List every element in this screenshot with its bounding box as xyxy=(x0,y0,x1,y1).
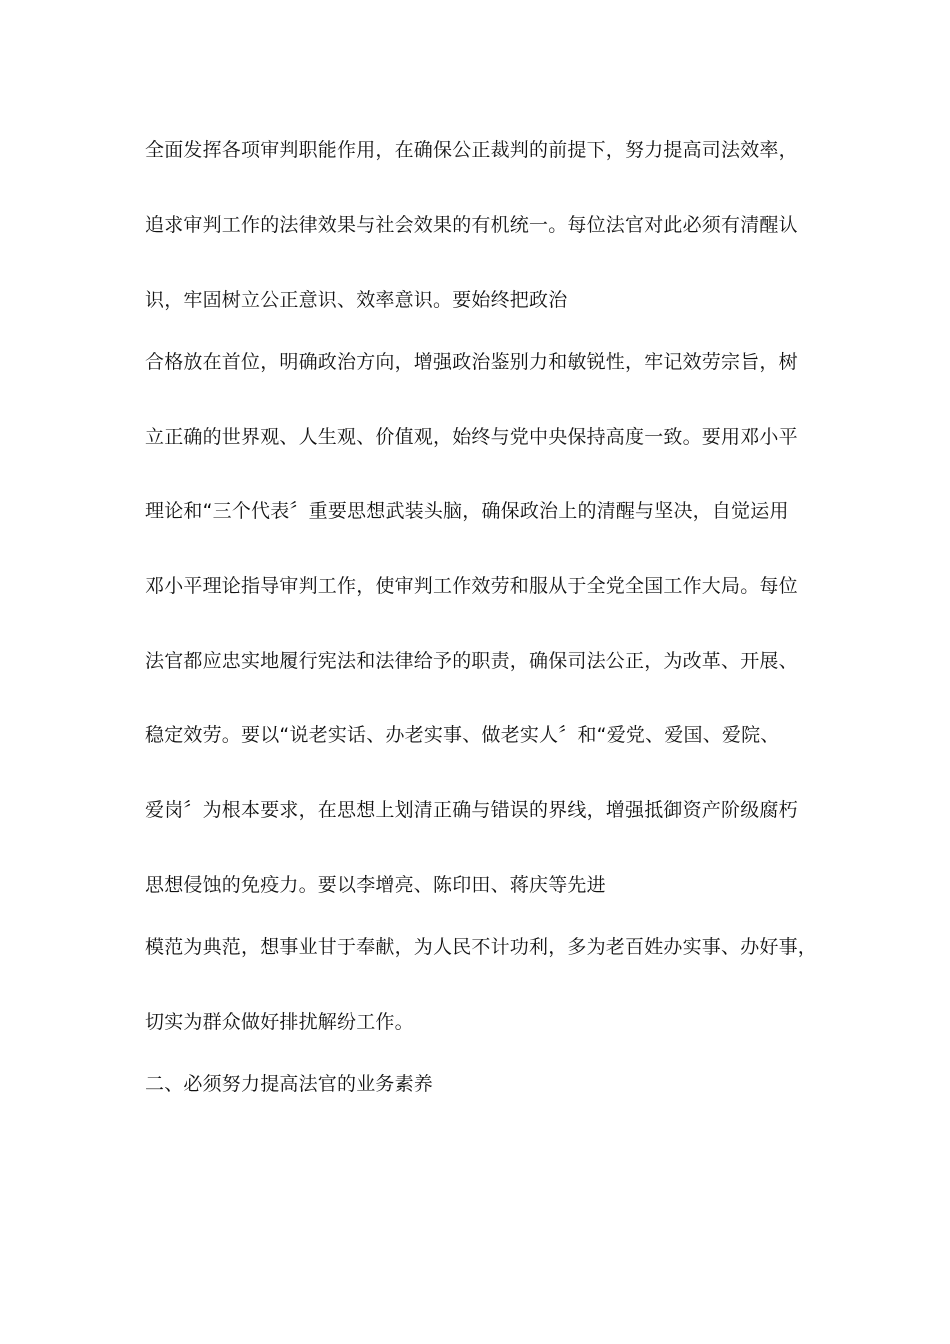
section-heading: 二、必须努力提高法官的业务素养 xyxy=(145,1073,434,1095)
text-line-10: 爱岗〞为根本要求，在思想上划清正确与错误的界线，增强抵御资产阶级腐朽 xyxy=(145,799,798,821)
text-line-3: 识，牢固树立公正意识、效率意识。要始终把政治 xyxy=(145,289,568,311)
text-line-5: 立正确的世界观、人生观、价值观，始终与党中央保持高度一致。要用邓小平 xyxy=(145,426,798,448)
text-line-12: 模范为典范，想事业甘于奉献，为人民不计功利，多为老百姓办实事、办好事， xyxy=(145,936,818,958)
text-line-7: 邓小平理论指导审判工作，使审判工作效劳和服从于全党全国工作大局。每位 xyxy=(145,575,798,597)
text-line-8: 法官都应忠实地履行宪法和法律给予的职责，确保司法公正，为改革、开展、 xyxy=(145,650,798,672)
text-line-6: 理论和“三个代表〞重要思想武装头脑，确保政治上的清醒与坚决，自觉运用 xyxy=(145,500,789,522)
text-line-1: 全面发挥各项审判职能作用，在确保公正裁判的前提下，努力提高司法效率， xyxy=(145,139,798,161)
text-line-13: 切实为群众做好排扰解纷工作。 xyxy=(145,1011,414,1033)
text-line-9: 稳定效劳。要以“说老实话、办老实事、做老实人〞和“爱党、爱国、爱院、 xyxy=(145,724,780,746)
text-line-4: 合格放在首位，明确政治方向，增强政治鉴别力和敏锐性，牢记效劳宗旨，树 xyxy=(145,351,798,373)
text-line-2: 追求审判工作的法律效果与社会效果的有机统一。每位法官对此必须有清醒认 xyxy=(145,214,798,236)
text-line-11: 思想侵蚀的免疫力。要以李增亮、陈印田、蒋庆等先进 xyxy=(145,874,606,896)
